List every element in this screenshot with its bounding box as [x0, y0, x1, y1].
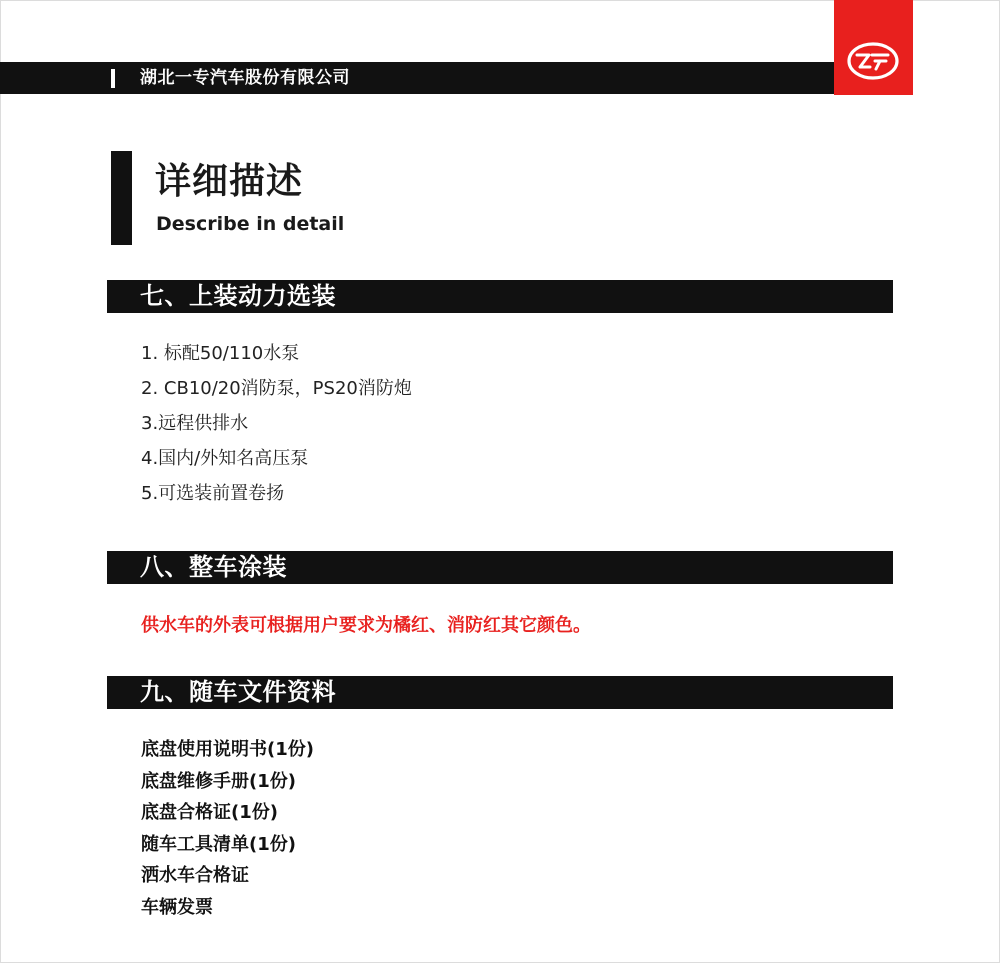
documents-list [141, 734, 314, 924]
list-item: 1. 标配50/110水泵 [141, 343, 300, 364]
header-accent-mark [111, 69, 115, 88]
list-item: 车辆发票 [141, 896, 213, 918]
section-header-paint [107, 551, 893, 584]
list-item: 洒水车合格证 [141, 865, 249, 887]
list-item: 随车工具清单(1份) [141, 833, 296, 855]
list-item: 4.国内/外知名高压泵 [141, 448, 309, 469]
company-logo-icon [846, 39, 900, 83]
section-title: 七、上装动力选装 [140, 282, 336, 310]
section-title: 九、随车文件资料 [140, 678, 336, 706]
paint-note: 供水车的外表可根据用户要求为橘红、消防红其它颜色。 [141, 615, 591, 636]
company-logo [834, 0, 913, 95]
list-item: 5.可选装前置卷扬 [141, 483, 285, 504]
list-item: 3.远程供排水 [141, 413, 249, 434]
list-item: 底盘使用说明书(1份) [141, 739, 314, 760]
page-title: 详细描述 [155, 161, 304, 202]
list-item: 底盘合格证(1份) [141, 802, 278, 824]
company-name: 湖北一专汽车股份有限公司 [140, 68, 350, 88]
company-header-bar [0, 62, 834, 94]
section-title: 八、整车涂装 [140, 553, 287, 581]
section-header-power-options [107, 280, 893, 313]
title-accent-bar [111, 151, 132, 245]
list-item: 2. CB10/20消防泵，PS20消防炮 [141, 378, 412, 399]
power-options-list [141, 336, 412, 511]
list-item: 底盘维修手册(1份) [141, 770, 296, 792]
section-header-documents [107, 676, 893, 709]
page-subtitle: Describe in detail [156, 213, 345, 235]
